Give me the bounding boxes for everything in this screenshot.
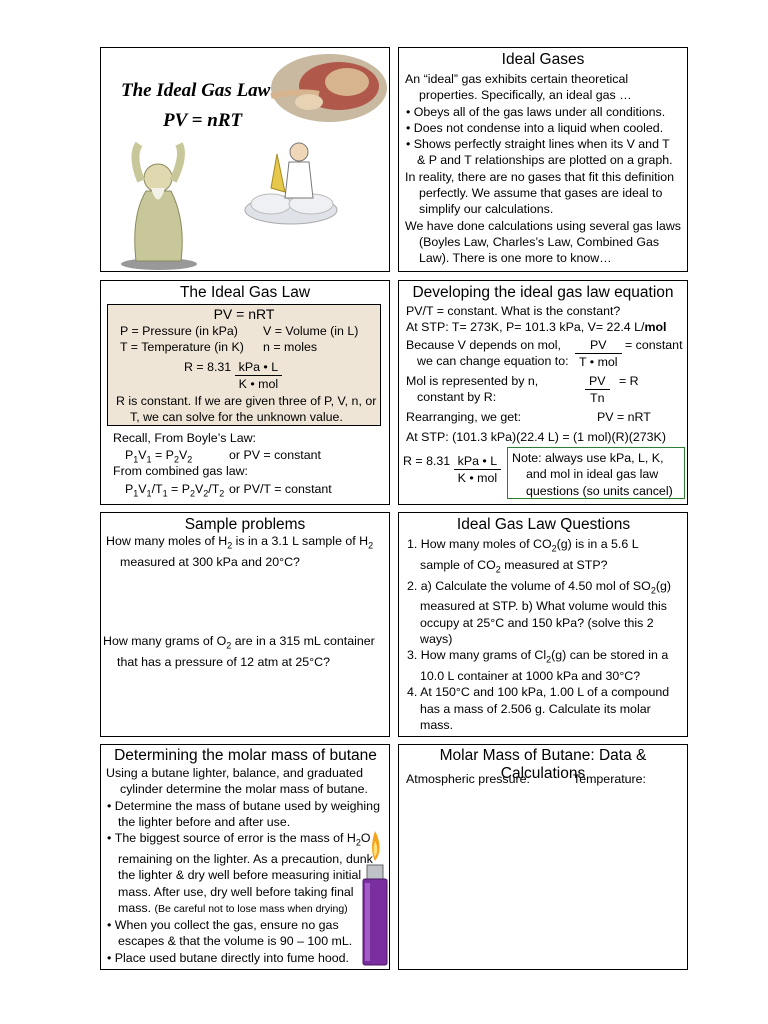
dev-line-constant: PV/T = constant. What is the constant? <box>406 304 621 318</box>
ideal-gases-title: Ideal Gases <box>501 51 585 68</box>
question-4: 4. At 150°C and 100 kPa, 1.00 L of a compound has a mass of 2.506 g. Calculate its molar mass. <box>407 685 670 732</box>
sample-problem-1: How many moles of $H_2$ is in a 3.1 L sample of $H_2$ measured at 300 kPa and 20°C? <box>106 534 374 569</box>
dev-line-mol: Mol is represented by n, <box>406 374 539 388</box>
r-denominator: K • mol <box>238 377 279 392</box>
ideal-gases-reality: In reality, there are no gases that fit this definition perfectly. We assume that gases are ideal to simplify our calculations. <box>405 169 675 217</box>
questions-list <box>406 536 681 737</box>
temperature-label: Temperature: <box>573 772 646 786</box>
combined-or-constant: or PV/T = constant <box>229 482 332 496</box>
ideal-gases-bullet: • Shows perfectly straight lines when its V and T & P and T relationships are plotted on a graph. <box>406 137 673 168</box>
definitions-box <box>107 304 381 426</box>
atmospheric-pressure-label: Atmospheric pressure: <box>406 772 530 786</box>
boyle-equation: $P_1V_1 = P_2V_2$ <box>125 448 193 465</box>
developing-equation-panel <box>398 280 688 505</box>
ideal-gas-law-title: The Ideal Gas Law <box>179 284 311 301</box>
ideal-gases-bullet: • Obeys all of the gas laws under all conditions. <box>406 104 666 119</box>
units-note-box: Note: always use kPa, L, K, and mol in ideal gas law questions (so units cancel) <box>507 447 685 499</box>
def-temperature: T = Temperature (in K) <box>120 340 244 354</box>
dev-line-stp-calc: At STP: (101.3 kPa)(22.4 L) = (1 mol)(R)(273K) <box>406 430 666 444</box>
recall-boyle: Recall, From Boyle’s Law: <box>113 431 257 445</box>
butane-step: • When you collect the gas, ensure no gas escapes & that the volume is 90 – 100 mL. <box>107 918 353 949</box>
creation-fresco-image <box>269 52 389 124</box>
fraction-pv-tmol: $\frac{PV}{\text{T • mol}}$ = constant <box>575 337 683 371</box>
ideal-gas-law-panel <box>100 280 390 505</box>
sample-problems-title: Sample problems <box>184 516 306 533</box>
butane-procedure-panel <box>100 744 390 970</box>
question-1: 1. How many moles of $CO_2(g)$ is in a 5.6 L sample of $CO_2$ measured at STP? <box>407 537 639 575</box>
dev-line-because: Because V depends on mol, <box>406 338 561 352</box>
boyle-or-constant: or PV = constant <box>229 448 321 462</box>
butane-intro: Using a butane lighter, balance, and graduated cylinder determine the molar mass of butane. <box>106 766 368 797</box>
title-text: The Ideal Gas Law <box>121 80 271 101</box>
ideal-gases-panel <box>398 47 688 272</box>
butane-procedure-title: Determining the molar mass of butane <box>114 747 377 764</box>
def-moles: n = moles <box>263 340 318 354</box>
developing-title: Developing the ideal gas law equation <box>412 284 674 301</box>
ideal-gases-intro: An “ideal” gas exhibits certain theoretical properties. Specifically, an ideal gas … <box>405 72 632 103</box>
dev-line-change: we can change equation to: <box>417 354 569 368</box>
r-value: R = 8.31 $\frac{\text{kPa • L}}{\text{K • mol}}$ <box>184 359 282 393</box>
dev-result-equation: PV = nRT <box>597 410 651 424</box>
questions-title: Ideal Gas Law Questions <box>456 516 631 533</box>
butane-procedure-body <box>106 765 385 970</box>
questions-panel <box>398 512 688 737</box>
angel-harp-image <box>241 134 341 226</box>
fraction-pv-tn: $\frac{PV}{Tn}$ = R <box>585 373 639 407</box>
dev-line-constant-r: constant by R: <box>417 390 497 404</box>
sample-problem-2: How many grams of $O_2$ are in a 315 mL container that has a pressure of 12 atm at 25°C? <box>103 634 375 669</box>
sample-problems-panel <box>100 512 390 737</box>
r-numerator: kPa • L <box>235 359 282 376</box>
butane-step <box>106 966 385 970</box>
dev-r-value: R = 8.31 $\frac{\text{kPa • L}}{\text{K • mol}}$ <box>403 453 501 487</box>
title-panel <box>100 47 390 272</box>
ideal-gases-done: We have done calculations using several gas laws (Boyles Law, Charles’s Law, Combined Gas Law). There is one more to know… <box>405 218 681 266</box>
def-volume: V = Volume (in L) <box>263 324 359 338</box>
butane-data-panel <box>398 744 688 970</box>
def-pressure: P = Pressure (in kPa) <box>120 324 238 338</box>
butane-data-title: Molar Mass of Butane: Data & Calculations <box>439 747 647 782</box>
from-combined: From combined gas law: <box>113 464 248 478</box>
butane-step: • Place used butane directly into fume hood. <box>107 950 349 965</box>
ideal-gases-body <box>405 71 681 267</box>
definitions-equation: PV = nRT <box>213 306 275 322</box>
question-5 <box>406 733 681 737</box>
combined-equation: $P_1V_1/T_1 = P_2V_2/T_2$ <box>125 482 225 499</box>
question-3: 3. How many grams of $Cl_2(g)$ can be stored in a 10.0 L container at 1000 kPa and 30°C? <box>407 648 669 683</box>
wizard-figure-image <box>111 136 201 271</box>
dev-line-stp: At STP: T= 273K, P= 101.3 kPa, V= 22.4 L/mol <box>406 320 667 334</box>
r-constant-note: R is constant. If we are given three of P, V, n, or T, we can solve for the unknown value. <box>116 394 377 425</box>
butane-step: • Determine the mass of butane used by weighing the lighter before and after use. <box>107 798 380 829</box>
ideal-gases-bullet: • Does not condense into a liquid when cooled. <box>406 120 664 135</box>
title-equation: PV = nRT <box>163 110 243 131</box>
butane-step: • The biggest source of error is the mass of $H_2O$ remaining on the lighter. As a precaution, dunk the lighter & dry well before measuring initial mass. After use, dry well before taking final mass. (Be careful not to lose mass when drying) <box>107 831 373 915</box>
dev-line-rearranging: Rearranging, we get: <box>406 410 522 424</box>
question-2: 2. a) Calculate the volume of 4.50 mol of $SO_2(g)$ measured at STP. b) What volume would this occupy at 25°C and 150 kPa? (solve this 2 ways) <box>407 578 671 646</box>
